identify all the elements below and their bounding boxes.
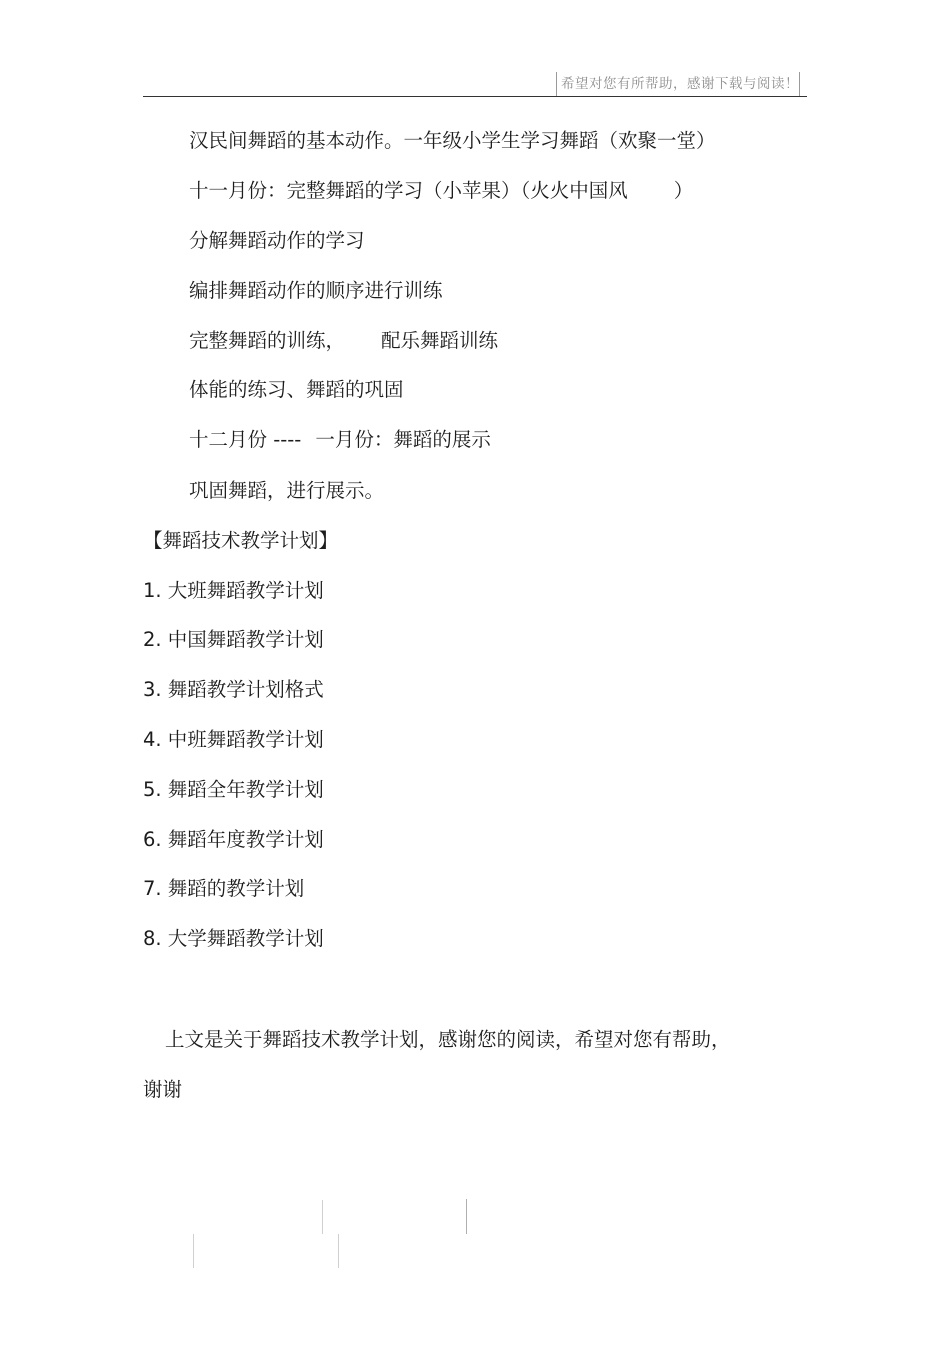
artifact-line bbox=[466, 1199, 467, 1234]
closing-line: 谢谢 bbox=[143, 1078, 183, 1101]
artifact-line bbox=[322, 1200, 323, 1234]
header-rule bbox=[143, 96, 807, 97]
schedule-line bbox=[189, 426, 491, 454]
schedule-line: 分解舞蹈动作的学习 bbox=[189, 229, 365, 252]
schedule-line-text: ） bbox=[673, 179, 694, 202]
schedule-line-text: 十一月份：完整舞蹈的学习（小苹果）（火火中国风 bbox=[189, 179, 628, 202]
schedule-line bbox=[189, 177, 693, 205]
related-list-item[interactable]: 6. 舞蹈年度教学计划 bbox=[143, 828, 324, 851]
artifact-line bbox=[338, 1234, 339, 1268]
related-heading: 【舞蹈技术教学计划】 bbox=[143, 529, 339, 552]
related-list-item[interactable]: 4. 中班舞蹈教学计划 bbox=[143, 728, 324, 751]
related-list-item[interactable]: 1. 大班舞蹈教学计划 bbox=[143, 579, 324, 602]
related-list-item[interactable]: 3. 舞蹈教学计划格式 bbox=[143, 678, 324, 701]
header-download-note: 希望对您有所帮助，感谢下载与阅读！ bbox=[556, 72, 800, 96]
artifact-line bbox=[193, 1234, 194, 1268]
related-list-item[interactable]: 5. 舞蹈全年教学计划 bbox=[143, 778, 324, 801]
related-list-item[interactable]: 2. 中国舞蹈教学计划 bbox=[143, 628, 324, 651]
schedule-line: 编排舞蹈动作的顺序进行训练 bbox=[189, 279, 443, 302]
schedule-line-text: 完整舞蹈的训练， bbox=[189, 329, 346, 352]
schedule-line-text: 十二月份 ---- bbox=[189, 428, 302, 451]
schedule-line-text: 配乐舞蹈训练 bbox=[381, 329, 499, 352]
schedule-line: 体能的练习、舞蹈的巩固 bbox=[189, 378, 404, 401]
schedule-line: 巩固舞蹈，进行展示。 bbox=[189, 479, 385, 502]
closing-line: 上文是关于舞蹈技术教学计划，感谢您的阅读，希望对您有帮助， bbox=[165, 1028, 731, 1051]
related-list-item[interactable]: 7. 舞蹈的教学计划 bbox=[143, 877, 305, 900]
schedule-line: 汉民间舞蹈的基本动作。一年级小学生学习舞蹈（欢聚一堂） bbox=[189, 129, 716, 152]
schedule-line-text: 一月份：舞蹈的展示 bbox=[315, 428, 491, 451]
schedule-line bbox=[189, 327, 498, 355]
related-list-item[interactable]: 8. 大学舞蹈教学计划 bbox=[143, 927, 324, 950]
